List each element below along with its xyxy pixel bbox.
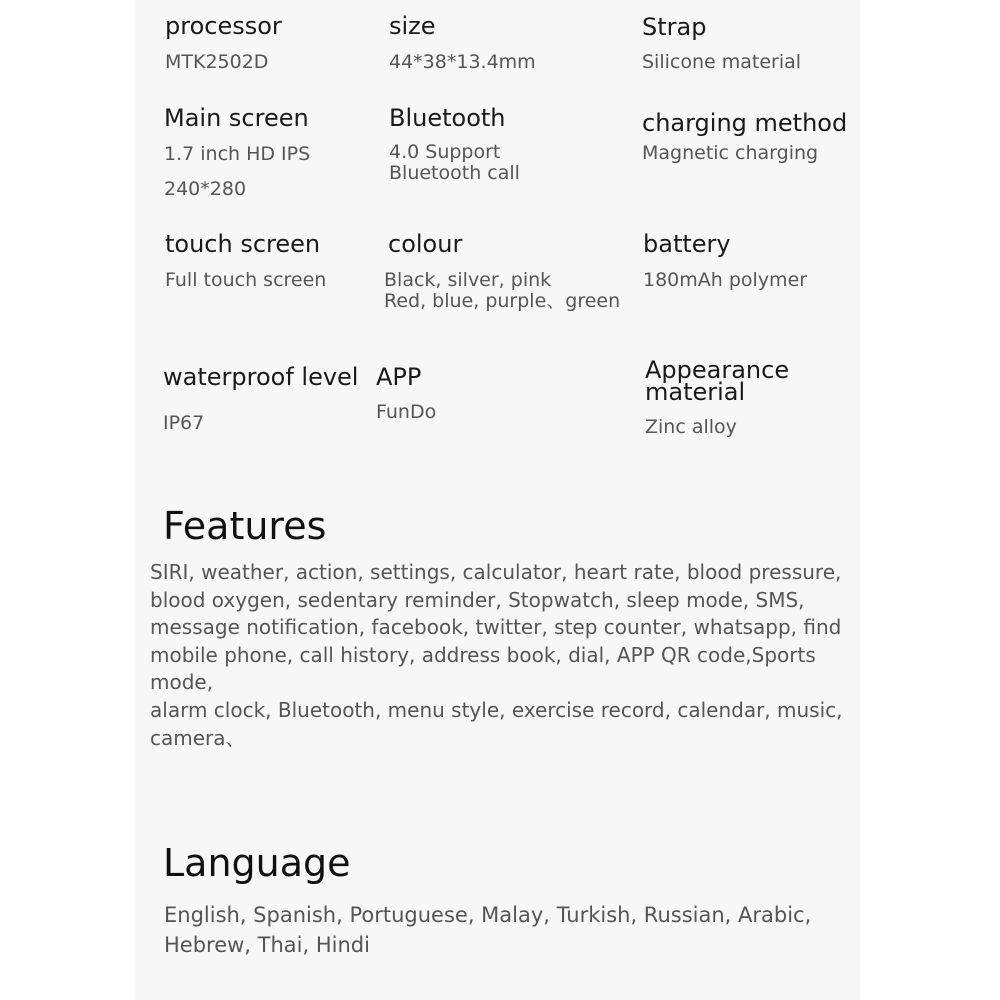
language-line: Hebrew, Thai, Hindi (164, 933, 370, 957)
spec-charging-method (642, 111, 847, 164)
spec-label: size (389, 12, 436, 40)
spec-main-screen (164, 106, 310, 200)
spec-label: colour (388, 230, 463, 258)
spec-processor (165, 14, 282, 73)
features-line: mobile phone, call history, address book, dial, APP QR code,Sports mode, (150, 642, 816, 695)
spec-touch-screen (165, 232, 326, 291)
features-line: camera、 (150, 725, 246, 750)
spec-appearance-material (645, 356, 790, 438)
spec-value: 240*280 (164, 178, 247, 200)
spec-label: Bluetooth (389, 104, 506, 132)
language-heading: Language (163, 841, 351, 885)
spec-value: Magnetic charging (642, 142, 819, 164)
language-list (164, 900, 854, 960)
spec-value: Full touch screen (165, 269, 327, 291)
features-list (150, 559, 855, 752)
features-heading: Features (163, 504, 327, 548)
spec-bluetooth (389, 106, 520, 184)
spec-waterproof-level (163, 365, 358, 434)
features-line: SIRI, weather, action, settings, calculator, heart rate, blood pressure, (150, 560, 842, 584)
spec-value: MTK2502D (165, 51, 269, 73)
spec-value: IP67 (163, 412, 205, 434)
spec-label: Appearance (645, 356, 790, 384)
spec-value: FunDo (376, 401, 437, 423)
spec-value: Silicone material (642, 51, 802, 73)
spec-battery (643, 232, 807, 291)
spec-value: 1.7 inch HD IPS (164, 143, 311, 165)
features-line: blood oxygen, sedentary reminder, Stopwatch, sleep mode, SMS, (150, 587, 805, 612)
language-line: English, Spanish, Portuguese, Malay, Turkish, Russian, Arabic, (164, 903, 812, 927)
spec-label: Main screen (164, 104, 309, 132)
spec-value: Red, blue, purple、green (384, 290, 621, 312)
spec-value: Zinc alloy (645, 416, 737, 438)
spec-value: 180mAh polymer (643, 269, 808, 291)
spec-strap (642, 15, 801, 73)
spec-colour (384, 230, 621, 312)
spec-app (376, 365, 436, 423)
spec-value: Bluetooth call (389, 162, 520, 184)
features-line: message notification, facebook, twitter, step counter, whatsapp, find (150, 615, 842, 640)
spec-label: material (645, 378, 746, 406)
spec-label: APP (376, 363, 422, 391)
spec-label: Strap (642, 13, 707, 41)
spec-value: 4.0 Support (389, 141, 501, 163)
spec-label: charging method (642, 109, 848, 137)
features-line: alarm clock, Bluetooth, menu style, exercise record, calendar, music, (150, 697, 843, 722)
spec-size (389, 14, 536, 73)
spec-label: waterproof level (163, 363, 359, 391)
spec-label: battery (643, 230, 731, 258)
spec-value: Black, silver, pink (384, 269, 552, 291)
spec-value: 44*38*13.4mm (389, 51, 536, 73)
spec-label: processor (165, 12, 282, 40)
spec-label: touch screen (165, 230, 321, 258)
